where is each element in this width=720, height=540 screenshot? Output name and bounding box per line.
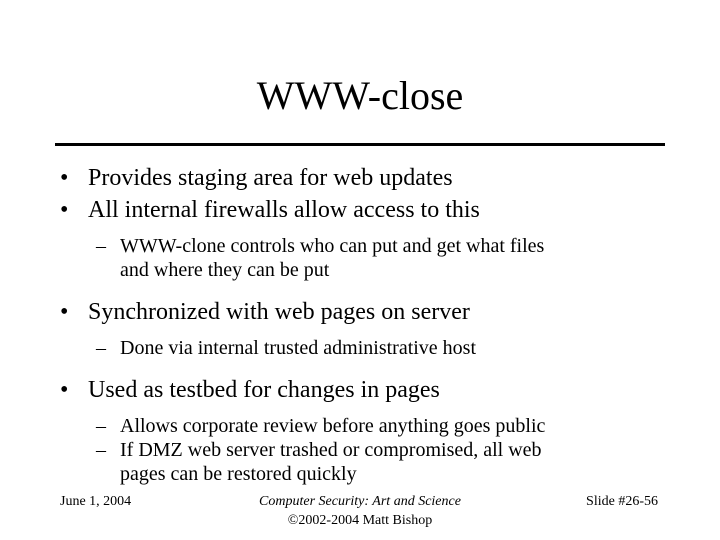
footer-copyright: ©2002-2004 Matt Bishop (287, 513, 433, 528)
sub-bullet-item (60, 414, 680, 438)
sub-bullet-item (60, 336, 680, 360)
sub-bullet-text: If DMZ web server trashed or compromised, all web (120, 439, 542, 461)
bullet-marker: • (60, 299, 69, 325)
sub-bullet-continuation (60, 258, 680, 282)
footer-book-title: Computer Security: Art and Science (259, 494, 461, 509)
bullet-item (60, 196, 680, 224)
slide-title: WWW-close (256, 73, 464, 118)
title-underline (55, 143, 665, 146)
footer-date: June 1, 2004 (60, 494, 132, 509)
sub-bullet-marker: – (96, 439, 106, 461)
sub-bullet-text: and where they can be put (120, 259, 330, 281)
bullet-item (60, 164, 680, 192)
sub-bullet-text: Done via internal trusted administrative host (120, 337, 477, 359)
bullet-marker: • (60, 377, 69, 403)
sub-bullet-item (60, 234, 680, 258)
sub-bullet-text: WWW-clone controls who can put and get what files (120, 235, 545, 257)
sub-bullet-text: Allows corporate review before anything goes public (120, 415, 546, 437)
footer-slide-number: Slide #26-56 (586, 494, 658, 509)
sub-bullet-marker: – (96, 337, 106, 359)
bullet-text: All internal firewalls allow access to this (88, 197, 480, 223)
bullet-text: Provides staging area for web updates (88, 165, 453, 191)
slide-body (60, 160, 680, 486)
bullet-item (60, 376, 680, 404)
bullet-item (60, 298, 680, 326)
sub-bullet-continuation (60, 462, 680, 486)
bullet-marker: • (60, 165, 69, 191)
sub-bullet-item (60, 438, 680, 462)
bullet-marker: • (60, 197, 69, 223)
sub-bullet-marker: – (96, 235, 106, 257)
bullet-text: Synchronized with web pages on server (88, 299, 470, 325)
sub-bullet-marker: – (96, 415, 106, 437)
bullet-text: Used as testbed for changes in pages (88, 377, 440, 403)
footer-credit (200, 492, 520, 530)
sub-bullet-text: pages can be restored quickly (120, 463, 357, 485)
